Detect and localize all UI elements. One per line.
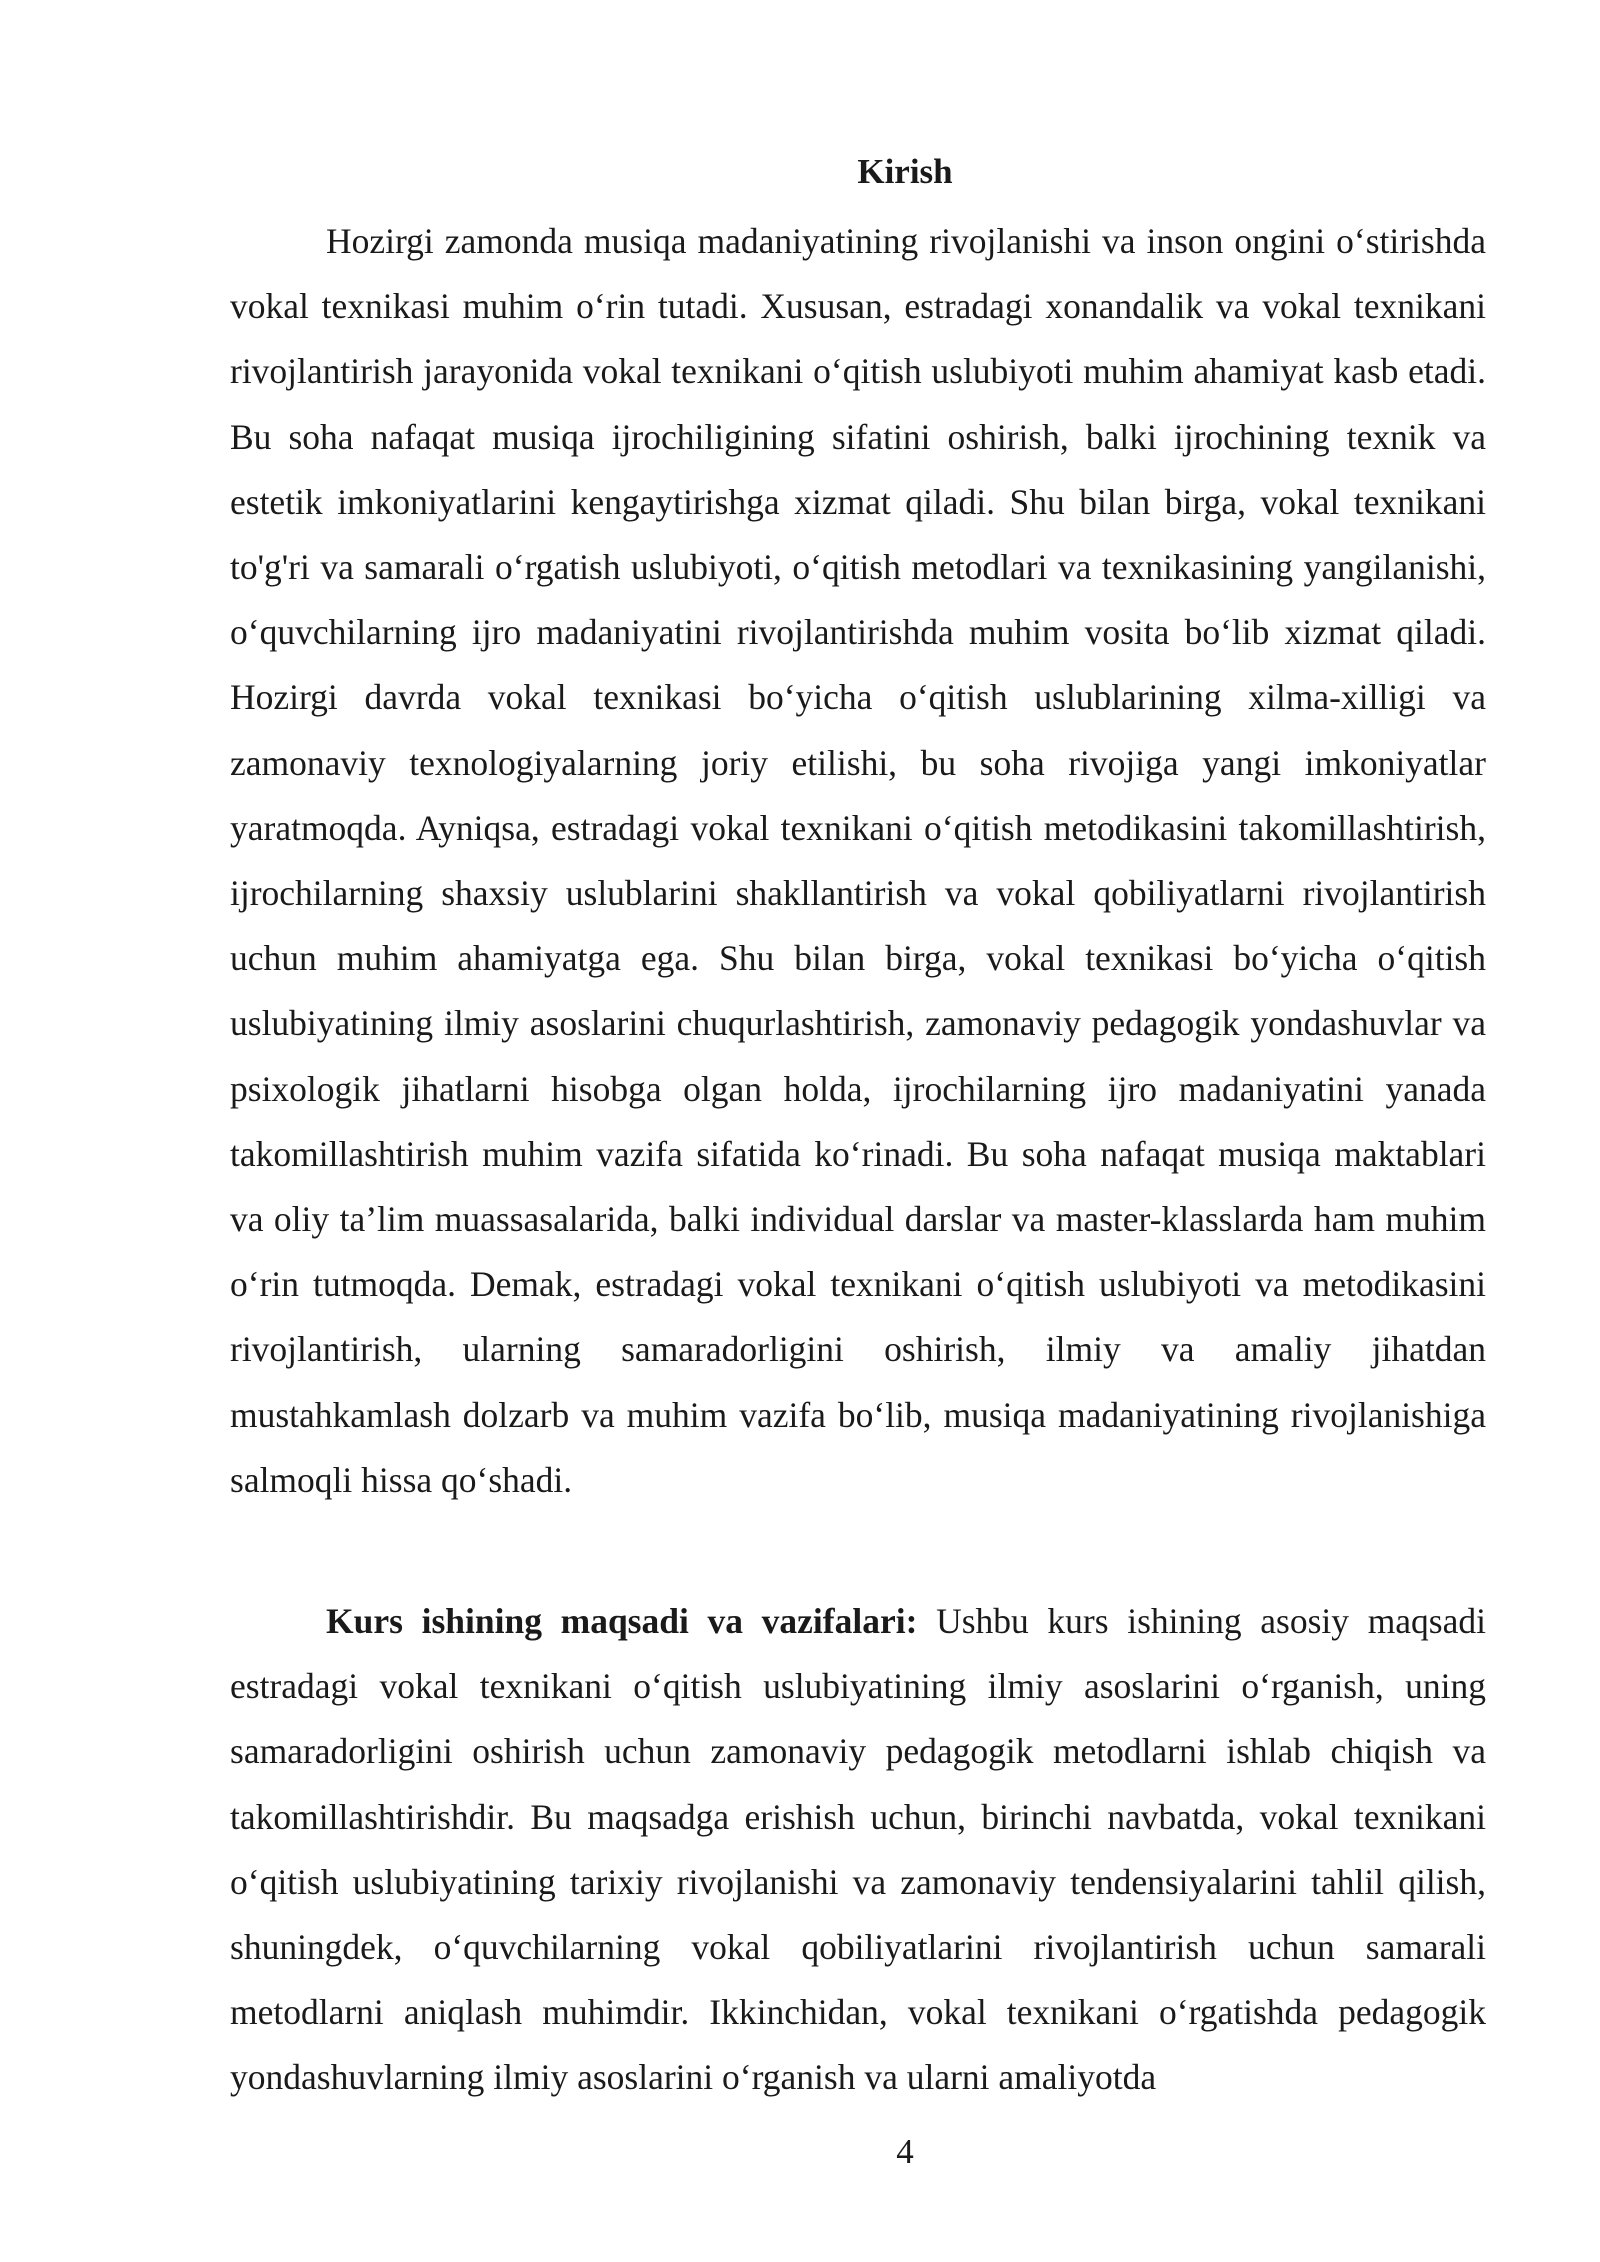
goals-lead-heading: Kurs ishining maqsadi va vazifalari: bbox=[326, 1601, 918, 1641]
section-heading: Kirish bbox=[857, 152, 953, 191]
goals-paragraph bbox=[230, 1589, 1486, 2111]
goals-paragraph-text: Ushbu kurs ishining asosiy maqsadi estradagi vokal texnikani o‘qitish uslubiyatining ilmiy asoslarini o‘rganish, uning samaradorligini oshirish uchun zamonaviy pedagogik metodlarni ishlab chiqish va takomillashtirishdir. Bu maqsadga erishish uchun, birinchi navbatda, vokal texnikani o‘qitish uslubiyatining tarixiy rivojlanishi va zamonaviy tendensiyalarini tahlil qilish, shuningdek, o‘quvchilarning vokal qobiliyatlarini rivojlantirish uchun samarali metodlarni aniqlash muhimdir. Ikkinchidan, vokal texnikani o‘rgatishda pedagogik yondashuvlarning ilmiy asoslarini o‘rganish va ularni amaliyotda bbox=[230, 1601, 1486, 2098]
intro-paragraph: Hozirgi zamonda musiqa madaniyatining rivojlanishi va inson ongini o‘stirishda vokal texnikasi muhim o‘rin tutadi. Xususan, estradagi xonandalik va vokal texnikani rivojlantirish jarayonida vokal texnikani o‘qitish uslubiyoti muhim ahamiyat kasb etadi. Bu soha nafaqat musiqa ijrochiligining sifatini oshirish, balki ijrochining texnik va estetik imkoniyatlarini kengaytirishga xizmat qiladi. Shu bilan birga, vokal texnikani to'g'ri va samarali o‘rgatish uslubiyoti, o‘qitish metodlari va texnikasining yangilanishi, o‘quvchilarning ijro madaniyatini rivojlantirishda muhim vosita bo‘lib xizmat qiladi. Hozirgi davrda vokal texnikasi bo‘yicha o‘qitish uslublarining xilma-xilligi va zamonaviy texnologiyalarning joriy etilishi, bu soha rivojiga yangi imkoniyatlar yaratmoqda. Ayniqsa, estradagi vokal texnikani o‘qitish metodikasini takomillashtirish, ijrochilarning shaxsiy uslublarini shakllantirish va vokal qobiliyatlarni rivojlantirish uchun muhim ahamiyatga ega. Shu bilan birga, vokal texnikasi bo‘yicha o‘qitish uslubiyatining ilmiy asoslarini chuqurlashtirish, zamonaviy pedagogik yondashuvlar va psixologik jihatlarni hisobga olgan holda, ijrochilarning ijro madaniyatini yanada takomillashtirish muhim vazifa sifatida ko‘rinadi. Bu soha nafaqat musiqa maktablari va oliy ta’lim muassasalarida, balki individual darslar va master-klasslarda ham muhim o‘rin tutmoqda. Demak, estradagi vokal texnikani o‘qitish uslubiyoti va metodikasini rivojlantirish, ularning samaradorligini oshirish, ilmiy va amaliy jihatdan mustahkamlash dolzarb va muhim vazifa bo‘lib, musiqa madaniyatining rivojlanishiga salmoqli hissa qo‘shadi. bbox=[230, 221, 1486, 1500]
page-number: 4 bbox=[896, 2132, 914, 2171]
